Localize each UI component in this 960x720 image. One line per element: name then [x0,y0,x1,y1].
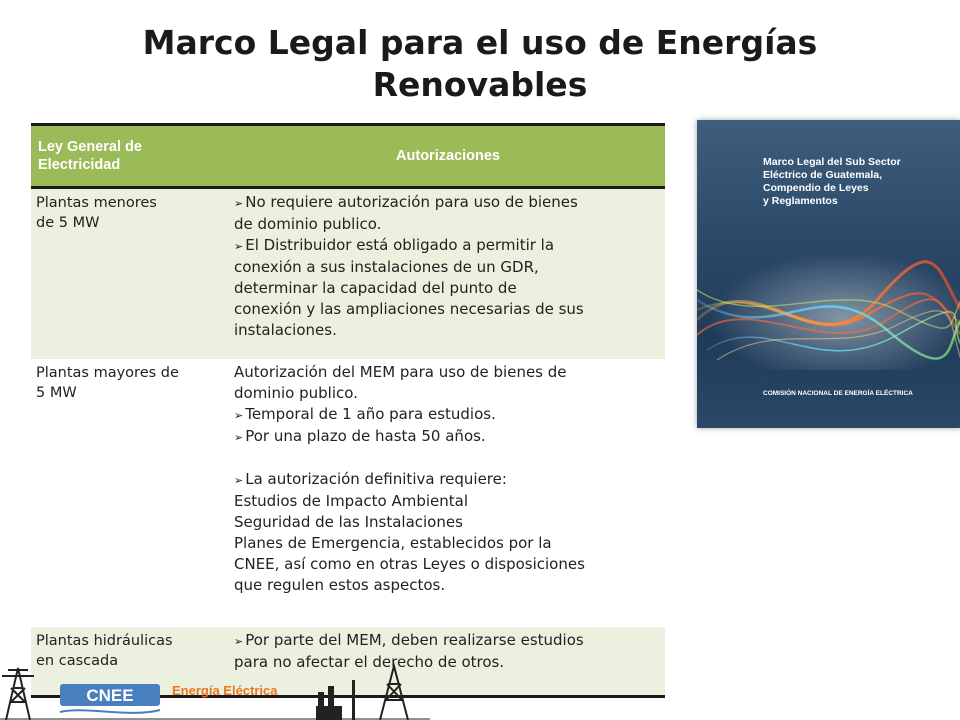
authorization-line [234,320,661,341]
authorization-line [234,362,661,383]
authorization-text [234,449,239,467]
authorization-text: El Distribuidor está obligado a permitir la [245,236,555,254]
row-category-line: 5 MW [36,385,77,401]
authorization-text: CNEE, así como en otras Leyes o disposiciones [234,555,585,573]
authorization-line [234,554,661,575]
arrow-bullet-icon: ➢ [234,474,244,487]
header-ley-general: Ley General de Electricidad [31,125,231,188]
arrow-bullet-icon: ➢ [234,197,244,210]
authorization-line [234,192,661,214]
factory-icon [316,680,355,720]
authorization-text: No requiere autorización para uso de bienes [245,193,578,211]
authorization-line [234,257,661,278]
authorization-line [234,575,661,596]
authorization-line [234,533,661,554]
row-category [31,188,231,360]
legal-framework-table [31,123,665,698]
authorization-line [234,235,661,257]
authorization-text: Por parte del MEM, deben realizarse estudios [245,631,584,649]
page-title [0,22,960,106]
book-title: Marco Legal del Sub Sector Eléctrico de Guatemala, Compendio de Leyes y Reglamentos [763,156,901,207]
footer-graphic [0,640,430,720]
transmission-tower-icon [2,668,34,720]
authorization-text: de dominio publico. [234,215,382,233]
authorization-line [234,278,661,299]
authorization-text: para no afectar el derecho de otros. [234,653,505,671]
authorization-text: Autorización del MEM para uso de bienes de [234,363,567,381]
authorization-text: Por una plazo de hasta 50 años. [245,427,486,445]
brand-text: Energía Eléctrica [172,683,278,698]
cnee-logo [60,684,160,713]
authorization-text: instalaciones. [234,321,337,339]
table-row [31,188,665,360]
row-category-line: Plantas mayores de [36,365,179,381]
cnee-logo-text: CNEE [86,686,134,705]
authorization-line [234,214,661,235]
authorization-text: conexión y las ampliaciones necesarias de sus [234,300,584,318]
authorization-line [234,404,661,426]
table-header-row [31,125,665,188]
arrow-bullet-icon: ➢ [234,240,244,253]
authorization-line [234,448,661,469]
row-authorizations [231,359,665,627]
arrow-bullet-icon: ➢ [234,635,244,648]
authorization-line [234,512,661,533]
title-line-1: Marco Legal para el uso de Energías [142,23,818,62]
authorization-text: Estudios de Impacto Ambiental [234,492,469,510]
row-category [31,359,231,627]
authorization-line [234,426,661,448]
authorization-line [234,469,661,491]
row-category-line: Plantas hidráulicas [36,633,173,649]
authorization-line [234,383,661,404]
row-category-line: Plantas menores [36,195,157,211]
transmission-tower-icon-right [380,666,408,720]
authorization-line [234,299,661,320]
header-autorizaciones: Autorizaciones [231,125,665,188]
authorization-line [234,491,661,512]
arrow-bullet-icon: ➢ [234,409,244,422]
authorization-text: Seguridad de las Instalaciones [234,513,463,531]
authorization-text: Temporal de 1 año para estudios. [245,405,496,423]
arrow-bullet-icon: ➢ [234,431,244,444]
authorization-text: dominio publico. [234,384,358,402]
row-authorizations [231,188,665,360]
row-category-line: en cascada [36,653,119,669]
authorization-text: La autorización definitiva requiere: [245,470,507,488]
authorization-text: conexión a sus instalaciones de un GDR, [234,258,539,276]
authorization-text: determinar la capacidad del punto de [234,279,517,297]
authorization-text: que regulen estos aspectos. [234,576,446,594]
authorization-text: Planes de Emergencia, establecidos por la [234,534,552,552]
row-category-line: de 5 MW [36,215,100,231]
book-cover-image [697,120,960,428]
book-publisher: COMISIÓN NACIONAL DE ENERGÍA ELÉCTRICA [763,390,913,397]
table-row [31,359,665,627]
title-line-2: Renovables [372,65,588,104]
